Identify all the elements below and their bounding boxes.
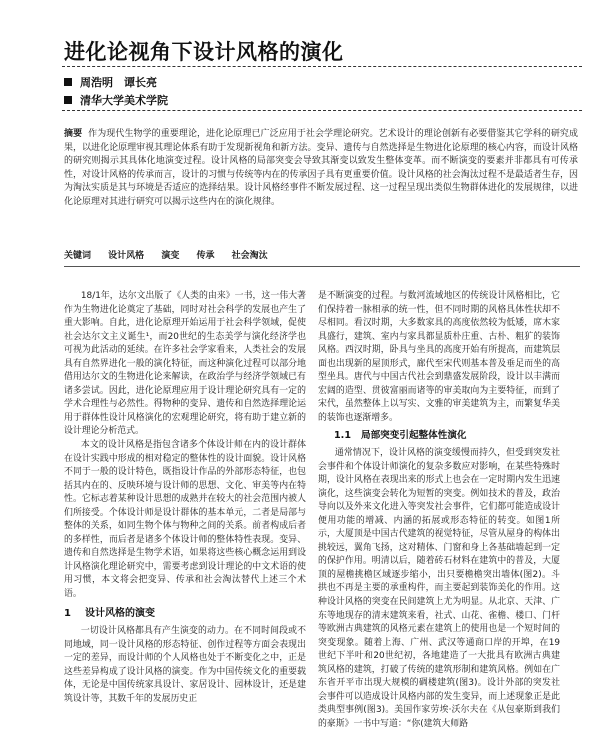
page-title: 进化论视角下设计风格的演化	[64, 40, 344, 64]
keyword-item: 演变	[161, 251, 180, 261]
abstract-label: 摘要	[64, 129, 83, 139]
section-number: 1	[64, 607, 71, 619]
body-paragraph: 是不断演变的过程。与数河流域地区的传统设计风格相比，它们保持着一脉相承的统一性，但不同时期的风格具体性状却不尽相同。看汉时期，大多数家具的高度依然较为低矮，席木家具盛行，建筑、室内与家具都显质朴庄重、古朴、粗犷的装饰风格。西汉时期，卧具与坐具的高度开始有所提高，而建筑层面也出现新的屋顶形式，廊代至宋代则基本普及垂足而坐的高型坐具。唐代与中国古代社会到鼎盛发展阶段，设计以丰满而宏阔的造型、贯彼富丽而诸等的审美取向为主要特征，而到了宋代，虽然整体上以写实、文雅的审美建筑为主，而繁复华美的装饰也逐渐增多。	[318, 291, 560, 423]
header-divider-top	[62, 66, 582, 67]
affiliation-line	[64, 92, 168, 108]
right-column	[318, 290, 560, 732]
bullet-square-icon	[64, 96, 72, 104]
body-paragraph: 本文的设计风格是指包含诸多个体设计师在内的设计群体在设计实践中形成的相对稳定的整体性的设计面貌。设计风格不同于一般的设计特色，既指设计作品的外部形态特征，也包括其内在的、反映环境与设计师的思想、文化、审美等内在特性。它标志着某种设计思想的成熟并在较大的社会范围内被人们所接受。个体设计师是设计群体的基本单元，二者是局部与整体的关系，如同生物个体与物种之间的关系。前者构成后者的多样性，而后者是诸多个体设计师的整体特性表现。变异、遗传和自然选择是生物学术语，如果将这些核心概念运用到设计风格演化理论研究中，需要考虑到设计理论的中文术语的使用习惯，本文将会把变异、传承和社会淘汰替代上述三个术语。	[64, 440, 306, 600]
authors: 周浩明 谭长亮	[80, 76, 157, 89]
keywords	[64, 250, 578, 263]
abstract-divider	[64, 266, 580, 267]
keyword-item: 社会淘汰	[231, 251, 268, 261]
abstract	[64, 128, 578, 210]
subsection-heading	[334, 429, 560, 443]
header-divider-bottom	[62, 110, 582, 111]
subsection-number: 1.1	[334, 430, 351, 442]
abstract-text: 作为现代生物学的重要理论，进化论原理已广泛应用于社会学理论研究。艺术设计的理论创新有必要借鉴其它学科的研究成果，以进化论原理审视其理论体系有助于发现新视角和新方法。变异、遗传与自然选择是生物进化论原理的核心内容，而设计风格的研究则揭示其具体化地演变过程。设计风格的局部突变会导致其渐变以致发生整体变革。而不断演变的要素并非都具有可传承性，对设计风格的传承而言，设计的习惯与传统等内在的传承因子具有更重要价值。设计风格的社会淘汰过程不是最适者生存，因为淘汰实质是其与环境是否适应的选择结果。设计风格经事件不断发展过程、这一过程呈现出类似生物群体进化的发展规律，以进化论原理对其进行研究可以揭示这些内在的演化规律。	[64, 129, 578, 207]
section-title: 设计风格的演变	[84, 607, 155, 619]
body-paragraph: 通常情况下，设计风格的演变缓慢而持久，但受到突发社会事件和个体设计师演化的复杂多数应对影响，在某些特殊时期，设计风格在表现出来的形式上也会在一定时期内发生迅速演化，这些演变会转化为短暂的突变。例如技术的普及，政治导向以及外来文化进入等突发社会事件，它们都可能造成设计便用功能的增减、内涵的拓展或形态特征的转变。如图1所示，大厦顶是中国古代建筑的视觉特征，尽管从屋身的构体出挑较远，翼角飞扬，这对精体、门窗和身上各基础墙起到一定的保护作用。明清以后，随着砖石材料在建筑中的普及，大厦顶的屋檐挑檐区域逐步缩小，出只要檐檐突出墙体(图2)。斗拱也不再是主要的承重构件，而主要起到装饰美化的作用。这种设计风格的突变在民间建筑上尤为明显。从北京、天津、广东等地现存的清末建筑来看，社式、山花、雀檐、楼口、门杆等欧洲古典建筑的风格元素在建筑上的使用也是一个短时间的突变现象。随着上海、广州、武汉等通商口岸的开埠，在19世纪下半叶和20世纪初，各地建造了一大批具有欧洲古典建筑风格的建筑，打破了传统的建筑形制和建筑风格。例如在广东省开平市出现大规模的碉楼建筑(图3)。设计外部的突发社会事件可以造成设计风格内部的发生变异，而上述现象正是此类典型事例(图3)。美国作家劳埃·沃尔夫在《从包豪斯到我们的豪斯》一书中写道：“你(建筑大师路	[318, 448, 560, 729]
keywords-label: 关键词	[64, 251, 92, 261]
subsection-title: 局部突变引起整体性演化	[361, 430, 467, 442]
affiliation: 清华大学美术学院	[80, 94, 168, 107]
body-paragraph: 18/1年，达尔文出版了《人类的由来》一书，这一伟大著作为生物进化论奠定了基础，同时对社会科学的发展也产生了重大影响。自此，进化论原理开始运用于社会科学领域，促使社会达尔文主义诞生¹，而20世纪的生态美学与演化经济学也可视为此活动的延续。在许多社会学家看来，人类社会的发展具有自然界进化一般的演化特征，而这种演化过程可以部分地借用达尔文的生物进化论来解读，在政治学与经济学领域已有诸多尝试。因此，进化论原理应用于设计理论研究具有一定的学术合理性与必然性。得物种的变异、遗传和自然选择理论运用于群体性设计风格演化的宏观理论研究，将有助于建立新的设计理论分析范式。	[64, 291, 306, 437]
left-column	[64, 290, 306, 706]
authors-line	[64, 74, 157, 90]
keyword-item: 设计风格	[108, 251, 145, 261]
body-paragraph: 一切设计风格都具有产生演变的动力。在不同时间段或不同地域，同一设计风格的形态特征、创作过程等方面会表现出一定的差异，而设计师的个人风格也处于不断变化之中，正是这些差异构成了设计风格的演变。作为中国传统文化的重要载体，无论是中国传统家具设计、家居设计、园林设计，还是建筑设计等，其数千年的发展历史正	[64, 626, 306, 704]
keyword-item: 传承	[196, 251, 215, 261]
bullet-square-icon	[64, 78, 72, 86]
section-heading	[64, 607, 306, 621]
